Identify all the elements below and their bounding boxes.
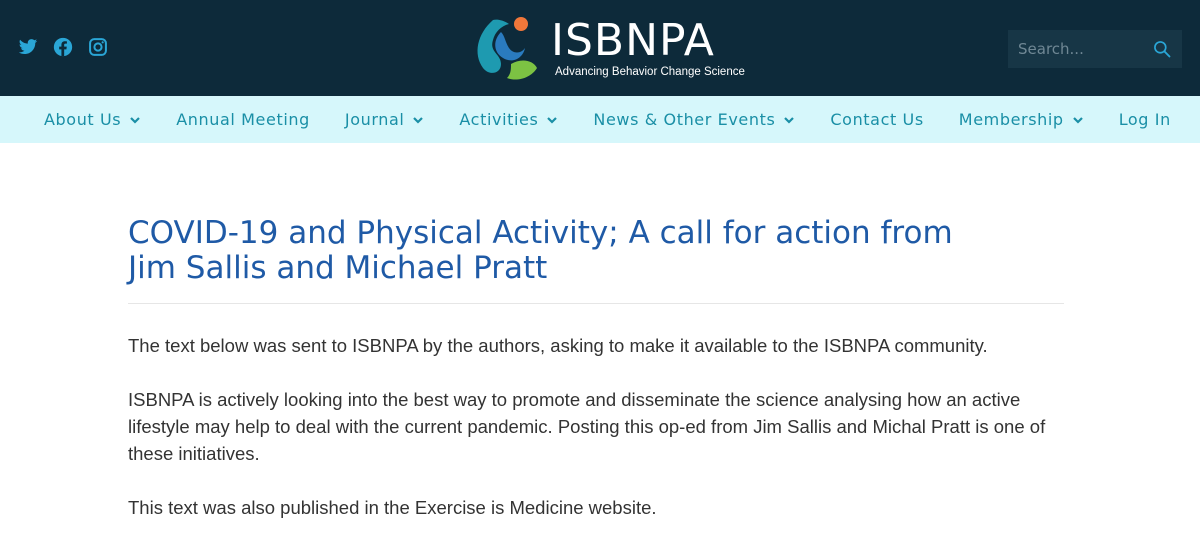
chevron-down-icon <box>129 114 141 126</box>
logo-tagline: Advancing Behavior Change Science <box>555 66 745 78</box>
main-nav <box>0 96 1200 143</box>
site-logo[interactable] <box>471 14 745 82</box>
nav-item-contact-us[interactable] <box>830 110 923 129</box>
nav-item-label: Contact Us <box>830 110 924 129</box>
chevron-down-icon <box>1072 114 1084 126</box>
nav-item-log-in[interactable] <box>1119 110 1171 129</box>
nav-item-about-us[interactable] <box>44 110 141 129</box>
page-title: COVID-19 and Physical Activity; A call for action from Jim Sallis and Michael Pratt <box>128 215 953 286</box>
article-paragraph: ISBNPA is actively looking into the best way to promote and disseminate the science analysing how an active lifestyle may help to deal with the current pandemic. Posting this op-ed from Jim Sallis and Michal Pratt is one of these initiatives. <box>128 389 1046 464</box>
search-box <box>1008 30 1182 68</box>
nav-item-label: Membership <box>958 110 1064 129</box>
nav-item-annual-meeting[interactable] <box>176 110 310 129</box>
site-header <box>0 0 1200 96</box>
logo-mark-icon <box>471 14 551 82</box>
nav-item-journal[interactable] <box>345 110 425 129</box>
nav-item-label: Log In <box>1118 110 1171 129</box>
chevron-down-icon <box>546 114 558 126</box>
article-paragraph: This text was also published in the Exercise is Medicine website. <box>128 497 657 518</box>
instagram-icon[interactable] <box>88 37 108 57</box>
title-divider <box>128 303 1064 304</box>
chevron-down-icon <box>783 114 795 126</box>
search-input[interactable] <box>1008 30 1142 68</box>
search-icon <box>1152 39 1172 59</box>
nav-item-label: About Us <box>44 110 122 129</box>
nav-item-news-other-events[interactable] <box>593 110 795 129</box>
nav-item-membership[interactable] <box>959 110 1084 129</box>
search-button[interactable] <box>1142 30 1182 68</box>
nav-item-label: Annual Meeting <box>176 110 310 129</box>
facebook-icon[interactable] <box>53 37 73 57</box>
logo-wordmark: ISBNPA <box>551 15 715 66</box>
twitter-icon[interactable] <box>18 37 38 57</box>
chevron-down-icon <box>412 114 424 126</box>
nav-item-label: Journal <box>344 110 405 129</box>
nav-item-label: News & Other Events <box>593 110 776 129</box>
nav-item-activities[interactable] <box>459 110 558 129</box>
social-links <box>18 37 108 57</box>
article-content <box>128 216 1064 521</box>
article-paragraph: The text below was sent to ISBNPA by the authors, asking to make it available to the ISBNPA community. <box>128 335 988 356</box>
nav-item-label: Activities <box>459 110 539 129</box>
